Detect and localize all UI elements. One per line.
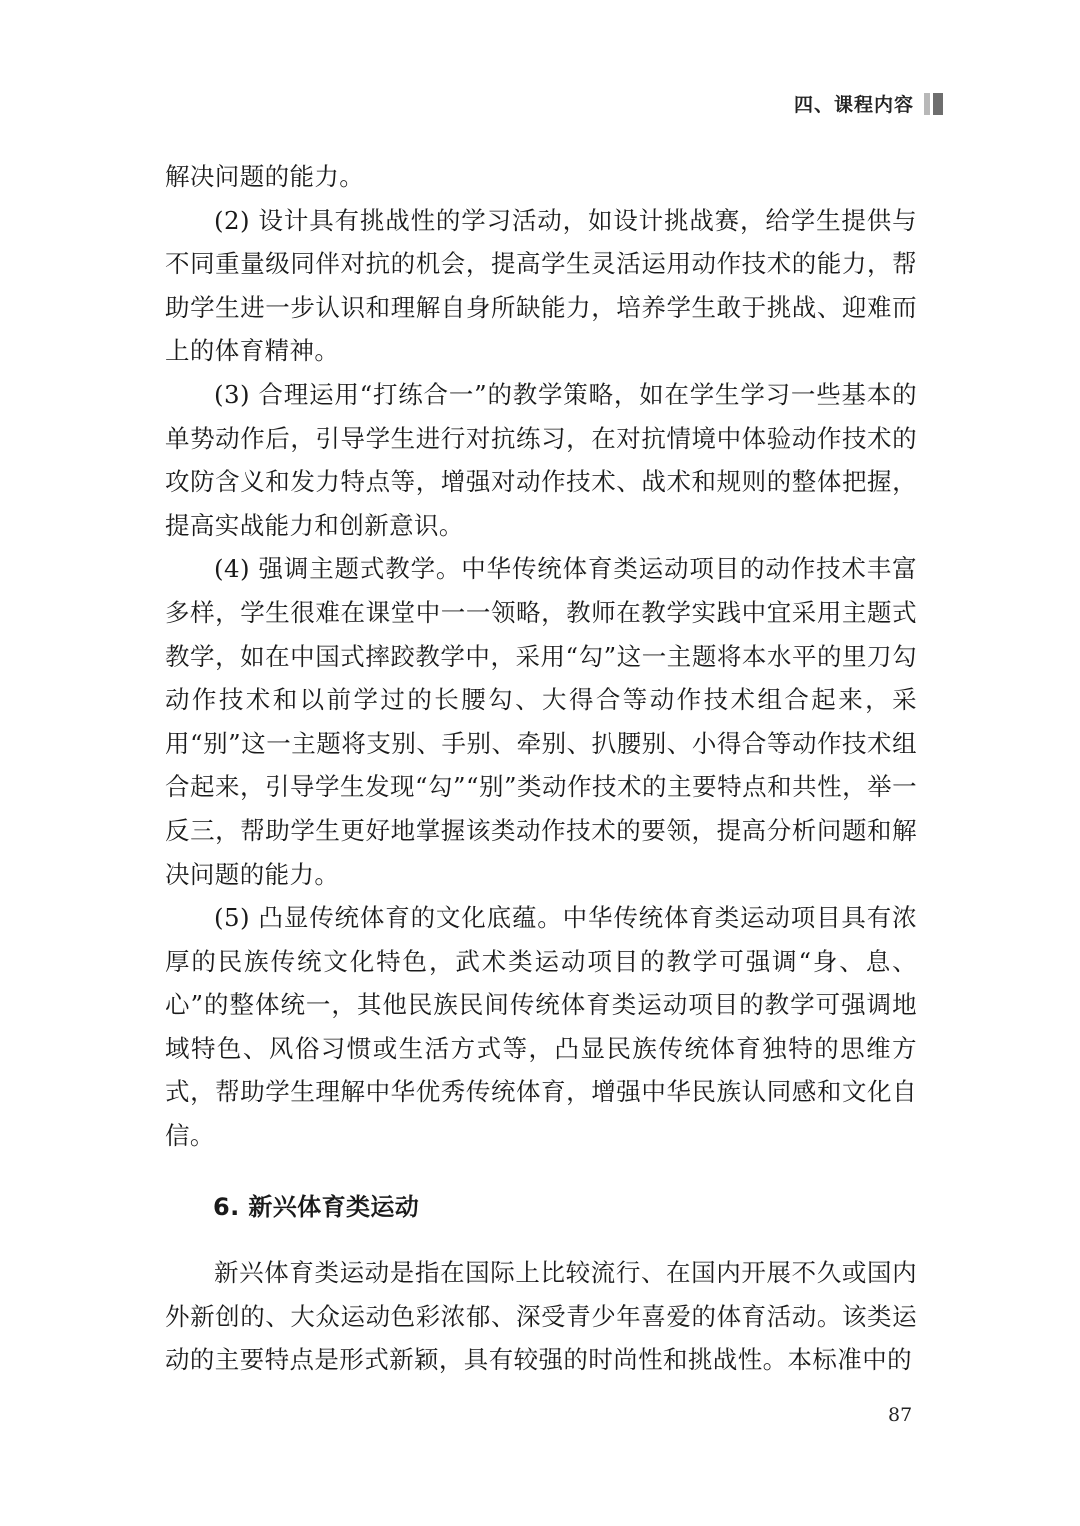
page-body [165, 155, 917, 1382]
header-bar-light-decoration [924, 93, 930, 115]
paragraph-item-5: (5) 凸显传统体育的文化底蕴。中华传统体育类运动项目具有浓厚的民族传统文化特色，武术类运动项目的教学可强调“身、息、心”的整体统一，其他民族民间传统体育类运动项目的教学可强调地域特色、风俗习惯或生活方式等，凸显民族传统体育独特的思维方式，帮助学生理解中华优秀传统体育，增强中华民族认同感和文化自信。 [165, 903, 917, 1151]
paragraph-continuation: 解决问题的能力。 [165, 162, 365, 191]
paragraph-item-2: (2) 设计具有挑战性的学习活动，如设计挑战赛，给学生提供与不同重量级同伴对抗的机会，提高学生灵活运用动作技术的能力，帮助学生进一步认识和理解自身所缺能力，培养学生敢于挑战、迎难而上的体育精神。 [165, 205, 917, 366]
running-head-title: 四、课程内容 [793, 94, 914, 116]
section-paragraph: 新兴体育类运动是指在国际上比较流行、在国内开展不久或国内外新创的、大众运动色彩浓郁、深受青少年喜爱的体育活动。该类运动的主要特点是形式新颖，具有较强的时尚性和挑战性。本标准中的 [165, 1258, 917, 1375]
page-number: 87 [888, 1404, 913, 1426]
header-bar-dark-decoration [933, 93, 943, 115]
running-head [794, 90, 943, 117]
paragraph-item-3: (3) 合理运用“打练合一”的教学策略，如在学生学习一些基本的单势动作后，引导学生进行对抗练习，在对抗情境中体验动作技术的攻防含义和发力特点等，增强对动作技术、战术和规则的整体把握，提高实战能力和创新意识。 [165, 379, 917, 540]
paragraph-item-4: (4) 强调主题式教学。中华传统体育类运动项目的动作技术丰富多样，学生很难在课堂中一一领略，教师在教学实践中宜采用主题式教学，如在中国式摔跤教学中，采用“勾”这一主题将本水平的里刀勾动作技术和以前学过的长腰勾、大得合等动作技术组合起来，采用“别”这一主题将支别、手别、牵别、扒腰别、小得合等动作技术组合起来，引导学生发现“勾”“别”类动作技术的主要特点和共性，举一反三，帮助学生更好地掌握该类动作技术的要领，提高分析问题和解决问题的能力。 [165, 554, 917, 889]
section-heading: 6. 新兴体育类运动 [213, 1192, 420, 1221]
